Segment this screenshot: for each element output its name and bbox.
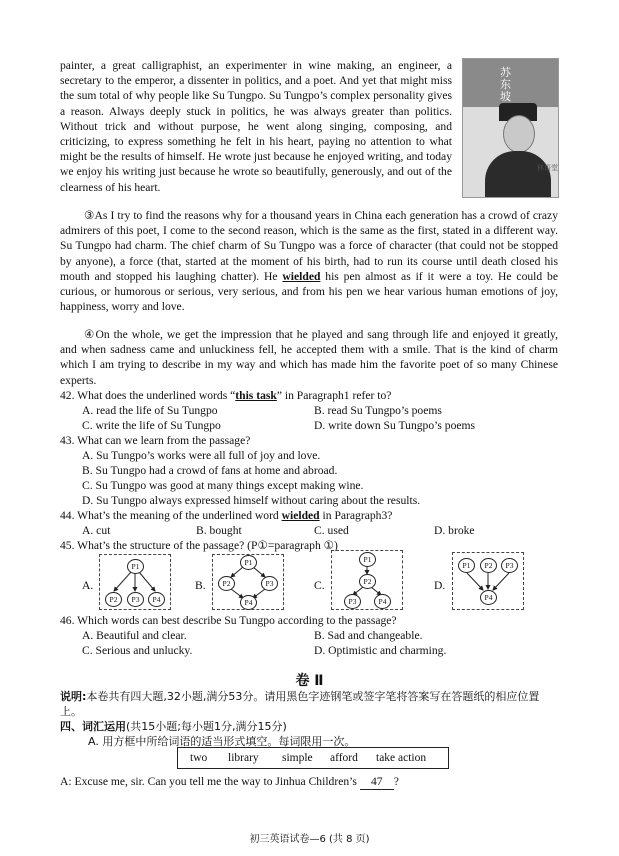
page-footer: 初三英语试卷—6 (共 8 页)	[249, 834, 370, 845]
section-instructions	[60, 689, 558, 719]
node-p3: P3	[501, 558, 518, 573]
node-p4: P4	[240, 595, 257, 610]
node-p4: P4	[480, 590, 497, 605]
question-45: 45. What’s the structure of the passage? (P①=paragraph ①)	[60, 539, 338, 552]
q44-option-c: C. used	[314, 524, 349, 537]
q44-option-a: A. cut	[82, 524, 111, 537]
question-44: 44. What’s the meaning of the underlined word wielded in Paragraph3?	[60, 509, 393, 522]
word-bank-item: take action	[376, 752, 427, 764]
structure-diagram-a	[99, 554, 171, 610]
node-p2: P2	[359, 574, 376, 589]
q43-option-c: C. Su Tungpo was good at many things except making wine.	[82, 479, 364, 492]
q43-option-d: D. Su Tungpo always expressed himself without caring about the results.	[82, 494, 421, 507]
book-cover-image	[462, 58, 559, 198]
q43-option-a: A. Su Tungpo’s works were all full of joy and love.	[82, 449, 321, 462]
section-title: 卷 Ⅱ	[295, 673, 324, 689]
question-43: 43. What can we learn from the passage?	[60, 434, 251, 447]
node-p2: P2	[218, 576, 235, 591]
node-p1: P1	[458, 558, 475, 573]
q42-option-d: D. write down Su Tungpo’s poems	[314, 419, 476, 432]
node-p3: P3	[344, 594, 361, 609]
book-author: 林语堂	[537, 164, 558, 172]
structure-diagram-b	[212, 554, 284, 610]
blank-47[interactable]: 47	[360, 774, 394, 790]
node-p2: P2	[105, 592, 122, 607]
node-p3: P3	[127, 592, 144, 607]
question-42: 42. What does the underlined words “this task” in Paragraph1 refer to?	[60, 389, 392, 402]
structure-diagram-d	[452, 552, 524, 610]
node-p1: P1	[240, 555, 257, 570]
q45-option-a: A.	[82, 579, 94, 592]
book-title: 苏东坡	[500, 66, 511, 103]
underlined-word: wielded	[281, 509, 320, 522]
q42-option-c: C. write the life of Su Tungpo	[82, 419, 221, 432]
q42-option-b: B. read Su Tungpo’s poems	[314, 404, 442, 417]
q45-option-b: B.	[195, 579, 206, 592]
part-a-instruction: A. 用方框中所给词语的适当形式填空。每词限用一次。	[88, 735, 356, 748]
node-p3: P3	[261, 576, 278, 591]
q46-option-a: A. Beautiful and clear.	[82, 629, 187, 642]
dialogue-line-a: A: Excuse me, sir. Can you tell me the way to Jinhua Children’s 47 ?	[60, 775, 399, 788]
q46-option-b: B. Sad and changeable.	[314, 629, 423, 642]
part4-heading: 四、词汇运用(共15小题;每小题1分,满分15分)	[60, 720, 287, 733]
q44-option-b: B. bought	[196, 524, 242, 537]
q46-option-d: D. Optimistic and charming.	[314, 644, 447, 657]
q42-option-a: A. read the life of Su Tungpo	[82, 404, 218, 417]
word-bank-item: afford	[330, 752, 358, 764]
q45-option-d: D.	[434, 579, 446, 592]
q44-option-d: D. broke	[434, 524, 475, 537]
node-p4: P4	[374, 594, 391, 609]
word-bank-item: simple	[282, 752, 313, 764]
q43-option-b: B. Su Tungpo had a crowd of fans at home and abroad.	[82, 464, 338, 477]
word-bank-box	[177, 747, 449, 769]
underlined-phrase: this task	[235, 389, 277, 402]
word-bank-item: library	[228, 752, 259, 764]
q46-option-c: C. Serious and unlucky.	[82, 644, 193, 657]
passage-paragraph-1: painter, a great calligraphist, an experimenter in wine making, an engineer, a secretary to the emperor, a dissenter in politics, and a poet. And yet that might miss the sum total of why people like Su Tungpo. Su Tungpo’s complex personality gives a reason. Always deeply stuck in politics, he was always greater than politics. Without trick and without purpose, he went along singing, composing, and criticizing, to express something he felt in his heart, paying no attention to what might be the results of himself. He wrote just because he enjoyed writing, and today we enjoy his writing just because he wrote so beautifully, generously, and out of the clearness of his heart.	[60, 59, 452, 194]
node-p2: P2	[480, 558, 497, 573]
note-label: 说明:	[60, 690, 87, 703]
q45-option-c: C.	[314, 579, 325, 592]
question-46: 46. Which words can best describe Su Tungpo according to the passage?	[60, 614, 397, 627]
passage-paragraph-3: ③As I try to find the reasons why for a thousand years in China each generation has a crowd of crazy admirers of this poet, I come to the second reason, which is the same as the first, stated in a different way. Su Tungpo had charm. The chief charm of Su Tungpo was a force of character (that could not be stopped by anyone), a force (that, started at the moment of his birth, had to run its course until death closed his mouth and stopped his laughing chatter). He wielded his pen almost as if it were a toy. He could be curious, or humorous or serious, very serious, and from his pen we hear various human emotions of joy, happiness, worry and love.	[60, 209, 558, 314]
passage-paragraph-4: ④On the whole, we get the impression that he played and sang through life and enjoyed it greatly, and when sadness came and unluckiness fell, he accepted them with a smile. That is the kind of charm which I am trying to describe in my way and which has made him the favorite poet of so many Chinese experts.	[60, 328, 558, 387]
node-p1: P1	[359, 552, 376, 567]
word-bank-item: two	[190, 752, 208, 764]
node-p1: P1	[127, 559, 144, 574]
node-p4: P4	[148, 592, 165, 607]
note-text: 本卷共有四大题,32小题,满分53分。请用黑色字迹钢笔或签字笔将答案写在答题纸的相应位置上。	[60, 690, 540, 718]
underlined-word-wielded: wielded	[282, 269, 321, 283]
structure-diagram-c	[331, 550, 403, 610]
